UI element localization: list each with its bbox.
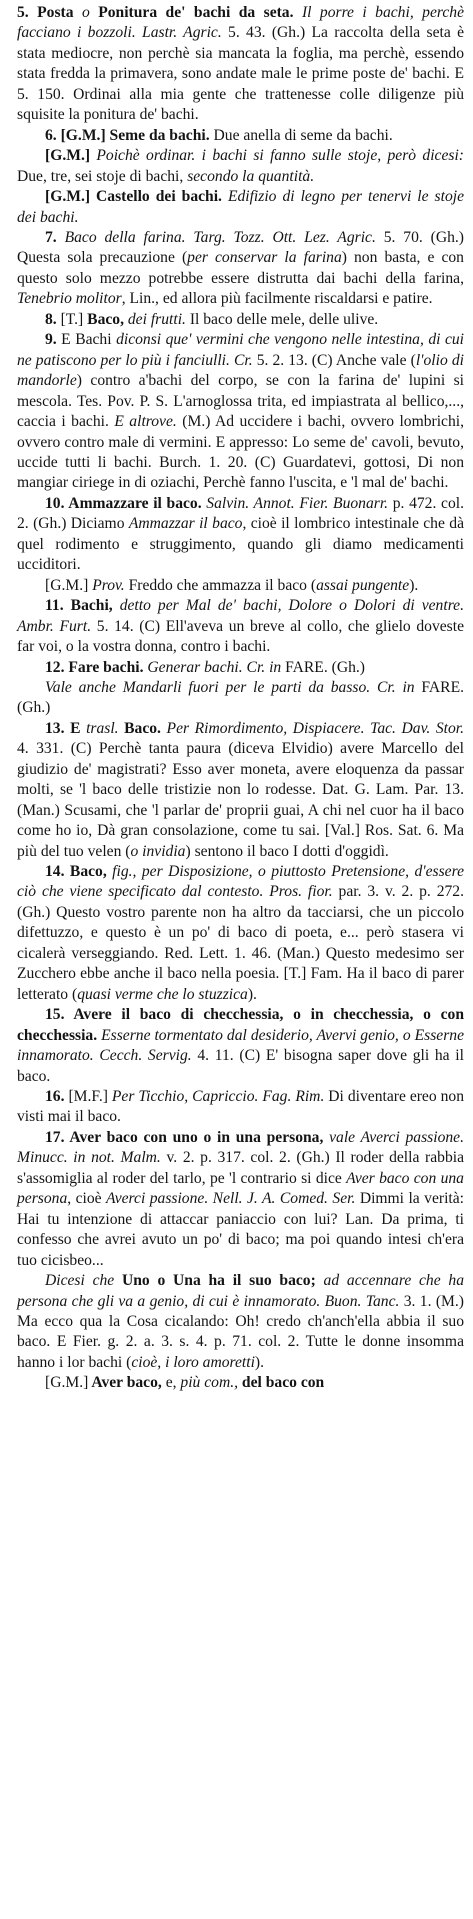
entry-definition: dei frutti. xyxy=(123,310,186,328)
entry-definition: Esserne tormentato dal desiderio, Avervi genio, o Esserne innamorato. Cecch. Servig. xyxy=(17,1026,464,1065)
entry-citation: 3. 1. (M.) Ma ecco qua la Cosa cicalando: Oh! credo ch'anch'ella abbia il suo baco. E Fier. g. 2. a. 3. s. 4. p. 71. col. 2. Tutte le donne insomma hanno i lor bachi ( xyxy=(17,1292,464,1371)
entry-citation: Due anella di seme da bachi. xyxy=(209,126,393,144)
entry-number: 10. xyxy=(45,494,65,512)
entry-number: 13. xyxy=(45,719,65,737)
entry-number: 8. xyxy=(45,310,57,328)
entry-citation-2: ) non basta, e con questo solo mezzo potrebbe essere distrutta dai bachi della farina, xyxy=(17,249,464,287)
entry-number: 11. xyxy=(45,597,64,615)
entry-headword-2: Ponitura de' bachi da seta. xyxy=(98,4,294,21)
entry-citation: Freddo che ammazza il baco ( xyxy=(124,576,317,594)
entry-citation: FARE. (Gh.) xyxy=(17,678,464,717)
entry-gloss: per conservar la farina xyxy=(187,249,342,267)
entry-number: 12. xyxy=(45,658,65,676)
entry-definition: Edifizio di legno per tenervi le stoje dei bachi. xyxy=(17,188,464,226)
entry-10-prov xyxy=(17,576,464,596)
entry-headword: Baco, xyxy=(64,863,107,881)
entry-citation: FARE. (Gh.) xyxy=(281,658,365,676)
entry-tag: [G.M.] xyxy=(45,1374,89,1392)
entry-tag: [T.] xyxy=(56,310,84,328)
entry-citation-3: (M.) Ad uccidere i bachi, ovvero lombrichi, ovvero contro male di vermini. E appresso: Lo seme de' cavoli, bevuto, uccide tutti li bachi. Burch. 1. 20. (C) Guardatevi, gottosi, Di non mangiar ciriege in di oziachi, Perchè fanno l'uscita, e 'l mal de' bachi. xyxy=(17,413,465,492)
entry-13 xyxy=(17,719,464,862)
entry-gloss: cioè, i loro amoretti xyxy=(131,1353,255,1371)
entry-definition: Prov. xyxy=(88,576,125,594)
entry-headword: Avere il baco di checchessia, o in checchessia, o con checchessia. xyxy=(17,1006,464,1044)
entry-5 xyxy=(17,3,464,126)
entry-gloss: secondo la quantità. xyxy=(187,167,315,185)
entry-8 xyxy=(17,310,464,330)
entry-number: 17. xyxy=(45,1128,65,1146)
entry-headword: Baco della farina. xyxy=(56,228,186,246)
entry-9 xyxy=(17,330,464,494)
entry-definition: Vale anche Mandarli fuori per le parti da basso. Cr. in xyxy=(45,678,415,696)
entry-qualifier: trasl. xyxy=(80,719,119,737)
entry-headword: Baco, xyxy=(83,310,124,328)
entry-citation-3: , Lin., ed allora più facilmente riscaldarsi e patire. xyxy=(121,290,433,308)
entry-headword: Castello dei bachi. xyxy=(90,188,222,206)
entry-citation-2: ) sentono il baco I dotti d'oggidì. xyxy=(185,842,389,860)
entry-6-stoje xyxy=(17,146,464,187)
entry-17 xyxy=(17,1128,464,1271)
entry-citation: 4. 11. (C) E' bisogna saper dove gli ha il baco. xyxy=(17,1047,464,1085)
entry-number: 14. xyxy=(45,863,65,881)
entry-citation: 5. 43. (Gh.) La raccolta della seta è stata mediocre, non perchè sia mancata la foglia, ma perchè, essendo stata fredda la primavera, sono andate male le prime poste de' bachi. E 5. 150. Ordinai alla mia gente che trattenesse colle diligenze più squisite la ponitura de' bachi. xyxy=(17,24,464,124)
entry-citation: par. 3. v. 2. p. 272. (Gh.) Questo vostro parente non ha altro da tacciarsi, che un piccolo difettuzzo, e questo è un po' di baco di poeta, e... però stasera vi cicalerà verseggiando. Red. Lett. 1. 46. (Man.) Questo medesimo ser Zucchero ebbe anche il baco nella poesia. [T.] Fam. Ha il baco di parer letterato ( xyxy=(17,883,464,1003)
entry-headword: Posta xyxy=(37,4,74,21)
entry-headword-2: Baco. xyxy=(118,719,161,737)
entry-definition: Generar bachi. Cr. in xyxy=(143,658,282,676)
entry-16 xyxy=(17,1087,464,1128)
entry-tag: [G.M.] xyxy=(45,147,91,165)
entry-definition: Salvin. Annot. Fier. Buonarr. xyxy=(201,494,389,512)
entry-gloss: assai pungente xyxy=(316,576,410,594)
entry-headword: E xyxy=(64,719,81,737)
entry-definition: Poichè ordinar. i bachi si fanno sulle stoje, però dicesi: xyxy=(90,147,464,165)
entry-citation: 5. 14. (C) Ell'aveva un breve al collo, che glielo doveste far voi, o la vostra donna, contro i bachi. xyxy=(17,617,465,656)
entry-definition: Per Ticchio, Capriccio. Fag. Rim. xyxy=(107,1088,325,1106)
entry-headword: Aver baco, xyxy=(88,1374,162,1392)
entry-17-aver-baco xyxy=(17,1373,464,1393)
entry-citation: 5. 2. 13. (C) Anche vale ( xyxy=(252,351,416,369)
entry-tag: [G.M.] xyxy=(45,188,91,206)
entry-14 xyxy=(17,862,464,1005)
entry-citation: 5. 70. (Gh.) Questa sola precauzione ( xyxy=(17,228,464,267)
entry-number: 9. xyxy=(45,331,57,349)
entry-definition: ad accennare che ha persona che gli va a genio, di cui è innamorato. Buon. Tanc. xyxy=(17,1272,464,1310)
entry-definition: vale Averci passione. Minucc. in not. Malm. xyxy=(17,1128,464,1167)
entry-intro: E Bachi xyxy=(56,331,117,349)
entry-source: E altrove. xyxy=(114,413,177,431)
entry-11 xyxy=(17,596,464,657)
entry-12-vale xyxy=(17,678,464,719)
entry-tag: [G.M.] xyxy=(56,126,106,144)
entry-citation: Due, tre, sei stoje di bachi, xyxy=(17,167,188,185)
entry-citation: p. 472. col. 2. (Gh.) Diciamo xyxy=(17,494,464,533)
entry-definition: detto per Mal de' bachi, Dolore o Dolori di ventre. Ambr. Furt. xyxy=(17,597,464,635)
entry-citation: Di diventare ereo non visti mai il baco. xyxy=(17,1088,464,1126)
entry-citation: Il baco delle mele, delle ulive. xyxy=(185,310,379,328)
entry-species: Tenebrio molitor xyxy=(17,290,122,308)
entry-citation-2: ) contro a'bachi del corpo, se con la farina de' lupini si mescola. Tes. Pov. P. S. L'arnoglossa trita, ed impiastrata al bellico,..., caccia i bachi. xyxy=(17,372,464,431)
entry-headword-2: del baco con xyxy=(238,1374,325,1392)
entry-number: 6. xyxy=(45,126,57,144)
entry-6-castello xyxy=(17,187,464,228)
entry-number: 15. xyxy=(45,1006,65,1024)
entry-gloss: Ammazzar il baco xyxy=(128,515,243,533)
entry-citation-2: , cioè il lombrico intestinale che dà quel rodimento e struggimento, quando gli diamo medicamenti ucciditori. xyxy=(17,515,464,574)
entry-definition: Per Rimordimento, Dispiacere. Tac. Dav. Stor. xyxy=(160,719,464,737)
entry-connector: e, xyxy=(161,1374,181,1392)
entry-tag: [G.M.] xyxy=(45,576,89,594)
entry-headword: Uno o Una ha il suo baco; xyxy=(114,1272,316,1290)
entry-connector: o xyxy=(73,4,99,21)
entry-number: 7. xyxy=(45,228,57,246)
entry-15 xyxy=(17,1005,464,1087)
entry-source: Averci passione. Nell. J. A. Comed. Ser. xyxy=(106,1190,356,1208)
entry-headword: Bachi, xyxy=(63,597,113,615)
entry-17-dicesi xyxy=(17,1271,464,1373)
entry-definition: Targ. Tozz. Ott. Lez. Agric. xyxy=(185,228,376,246)
entry-citation-2: ). xyxy=(409,576,419,594)
entry-gloss: o invidia xyxy=(130,842,186,860)
entry-10 xyxy=(17,494,464,576)
entry-gloss: Aver baco con una persona xyxy=(17,1169,464,1208)
entry-headword: Ammazzare il baco. xyxy=(64,494,202,512)
entry-definition: fig., per Disposizione, o piuttosto Pretensione, d'essere ciò che viene specificato dal contesto. Pros. fior. xyxy=(17,863,464,901)
entry-citation-2: ). xyxy=(247,985,257,1003)
entry-definition: Il porre i bachi, perchè facciano i bozzoli. Lastr. Agric. xyxy=(17,4,464,42)
entry-headword: Aver baco con uno o in una persona, xyxy=(64,1128,324,1146)
entry-citation: 4. 331. (C) Perchè tanta paura (diceva Elvidio) avere Marcello del giudizio de' magistrati? Esso aver moneta, avere eloquenza da passar molti, se 'l baco delle tristizie non lo rodesse. Dat. G. Lam. Par. 13. (Man.) Scusami, che 'l parlar de' proprii guai, A chi nel cuor ha il baco come ho io, Dà gran consolazione, come tu sai. [Val.] Ros. Sat. 6. Ma più del tuo velen ( xyxy=(17,740,464,860)
entry-citation-2: , cioè xyxy=(67,1190,107,1208)
entry-intro: Dicesi che xyxy=(45,1272,115,1290)
entry-tag: [M.F.] xyxy=(64,1088,108,1106)
entry-citation-3: Dimmi la verità: Hai tu intenzione di attaccar paniaccio con lui? Lan. Da prima, ti confesso che avrei avuto un po' di baco; ma poi quando intesi ch'era tuo cicisbeo... xyxy=(17,1190,465,1269)
entry-citation-2: ). xyxy=(254,1353,264,1371)
entry-headword: Seme da bachi. xyxy=(105,126,210,144)
entry-number: 5. xyxy=(17,4,29,21)
entry-6 xyxy=(17,126,464,146)
entry-gloss: l'olio di mandorle xyxy=(17,351,464,390)
entry-definition: diconsi que' vermini che vengono nelle intestina, di cui ne patiscono per lo più i fanciulli. Cr. xyxy=(17,331,465,369)
entry-number: 16. xyxy=(45,1088,65,1106)
entry-gloss: quasi verme che lo stuzzica xyxy=(77,985,248,1003)
entry-7 xyxy=(17,228,464,310)
entry-12 xyxy=(17,658,464,678)
entry-citation: v. 2. p. 317. col. 2. (Gh.) Il roder della rabbia s'assomiglia al roder del tarlo, pe 'l contrario si dice xyxy=(17,1149,464,1187)
entry-headword: Fare bachi. xyxy=(64,658,144,676)
entry-qualifier: più com., xyxy=(180,1374,239,1392)
